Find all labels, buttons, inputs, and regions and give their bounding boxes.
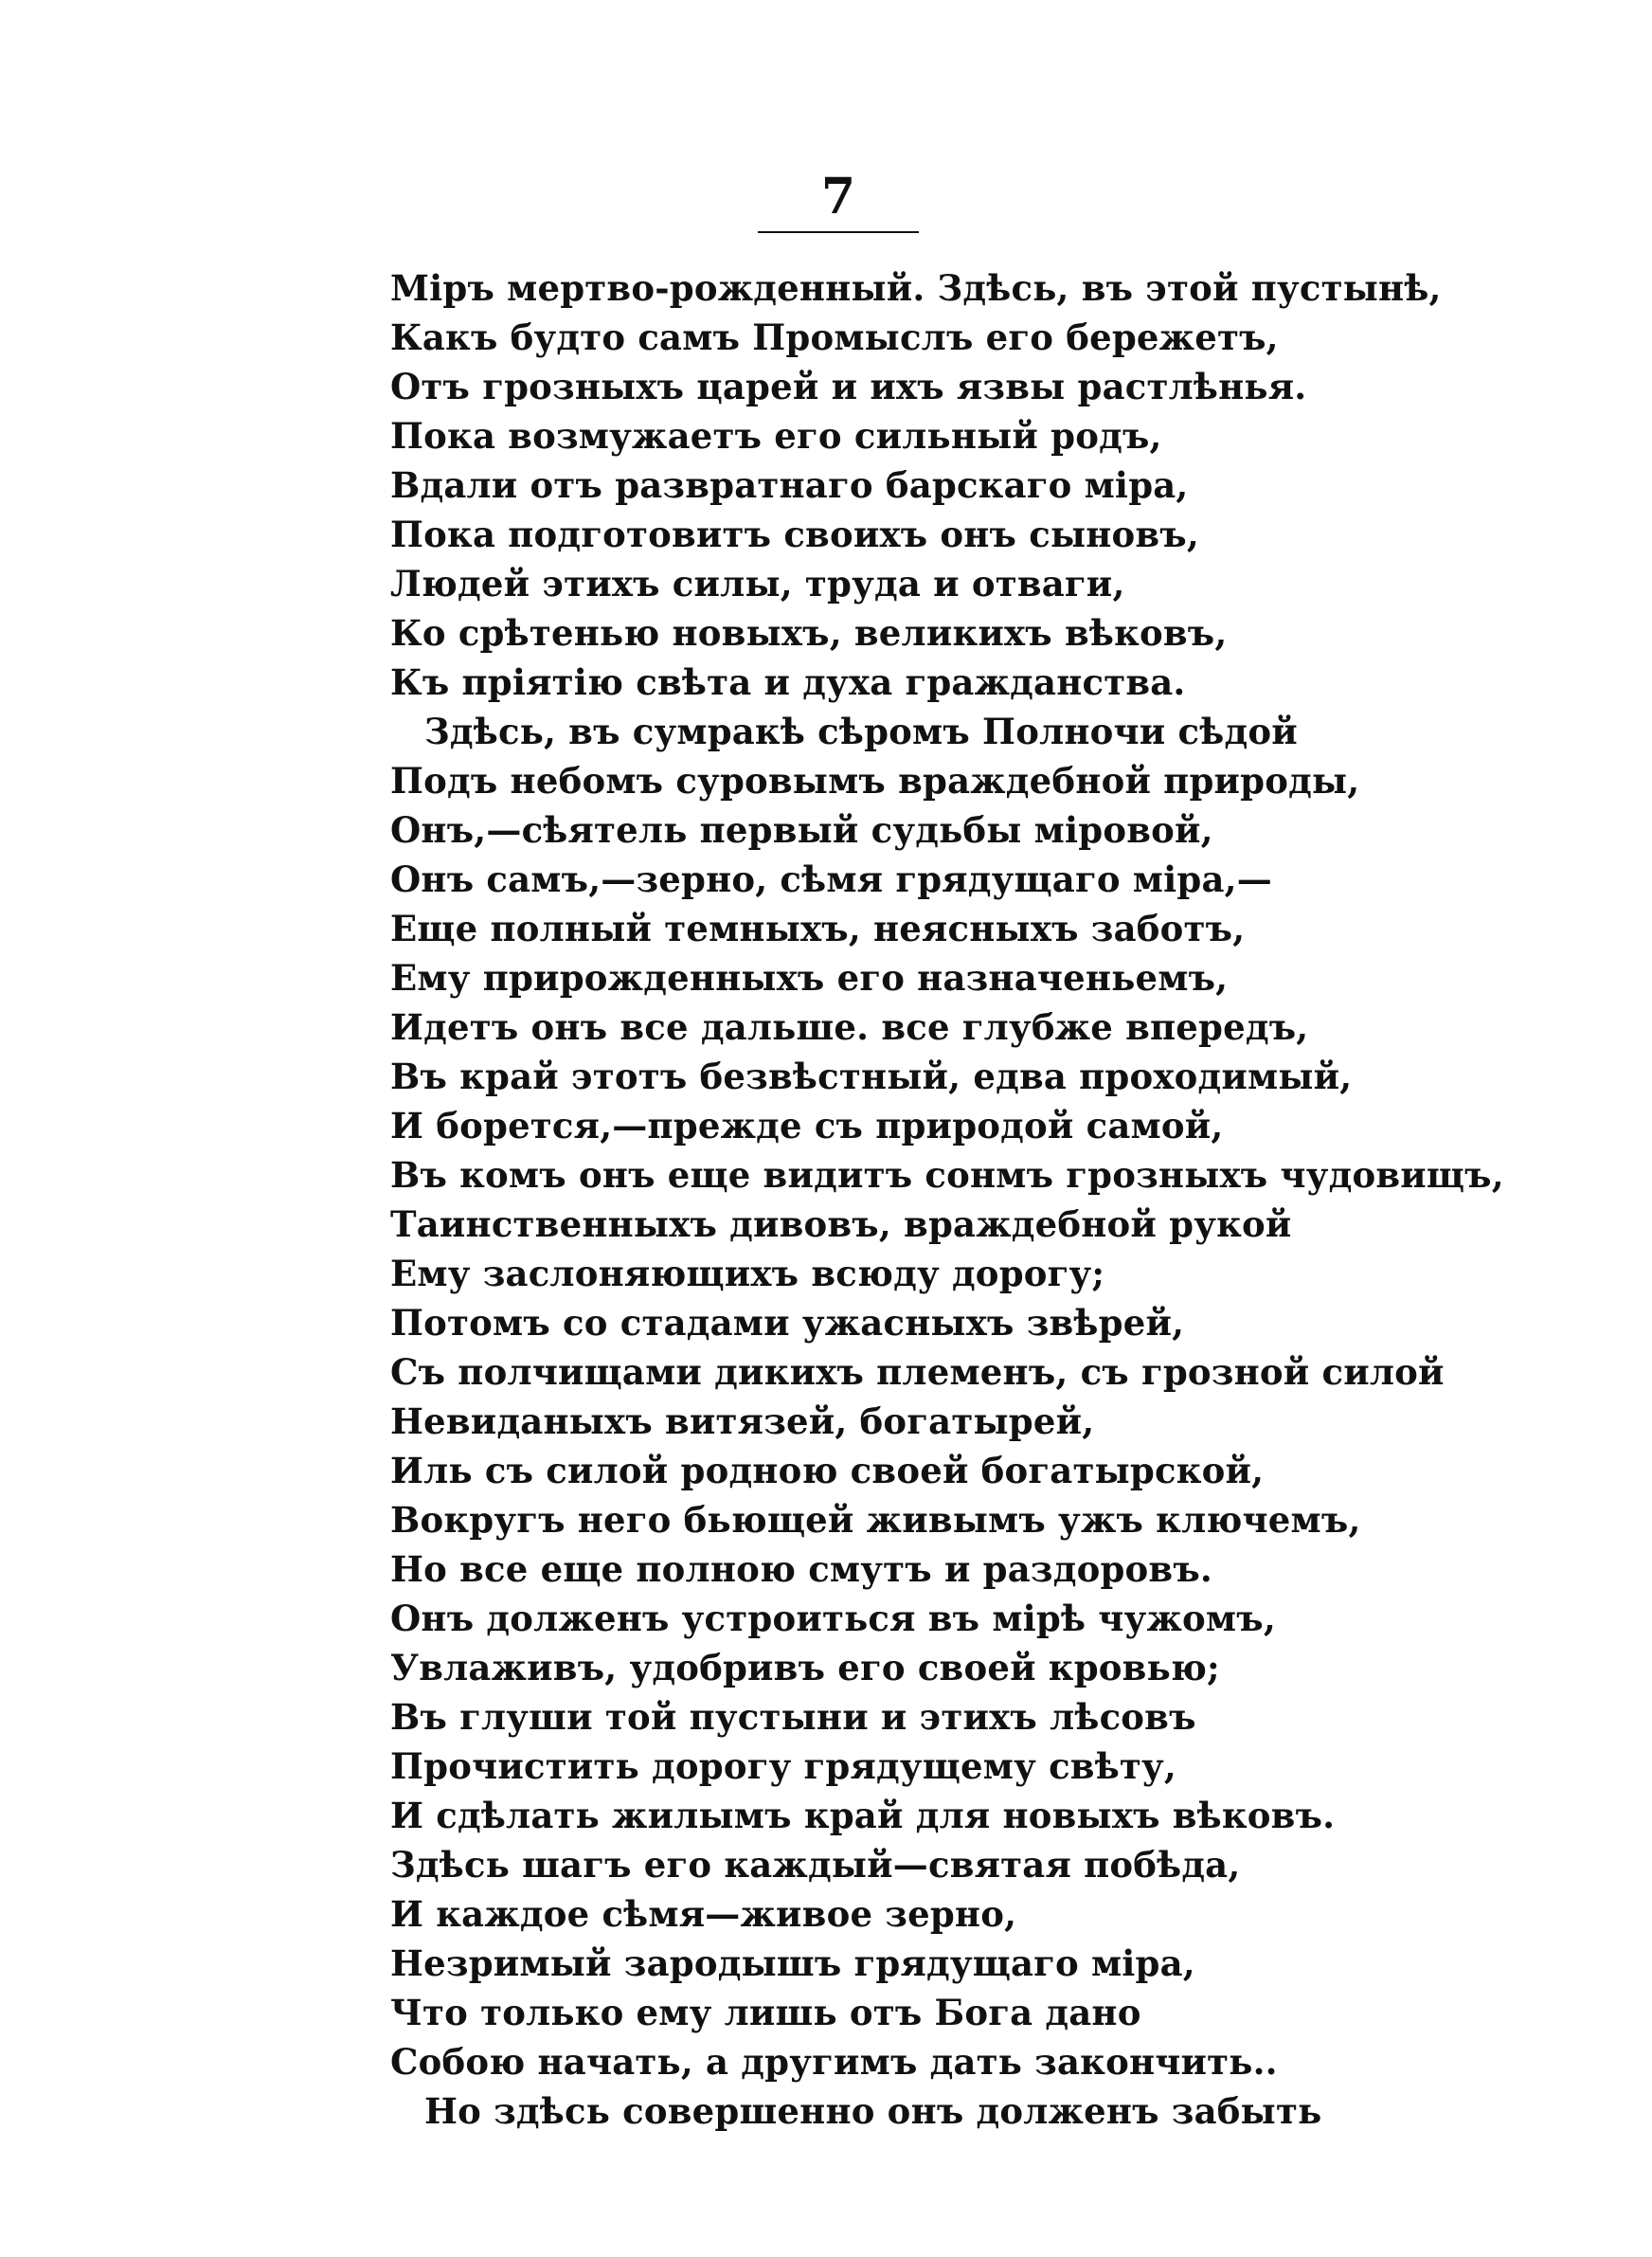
poem-text-block <box>390 263 1504 2136</box>
text-line: Прочистить дорогу грядущему свѣту, <box>390 1745 1177 1787</box>
page-number: 7 <box>820 168 856 226</box>
text-line: Еще полный темныхъ, неясныхъ заботъ, <box>390 908 1246 949</box>
text-line: Идетъ онъ все дальше. все глубже впередъ, <box>390 1006 1309 1048</box>
text-line: Міръ мертво-рожденный. Здѣсь, въ этой пустынѣ, <box>390 267 1442 309</box>
text-line: Подъ небомъ суровымъ враждебной природы, <box>390 760 1360 802</box>
text-line: Собою начать, а другимъ дать закончить.. <box>390 2041 1278 2083</box>
text-line: Къ пріятію свѣта и духа гражданства. <box>390 661 1186 703</box>
text-line: Увлаживъ, удобривъ его своей кровью; <box>390 1647 1220 1688</box>
text-line: Въ край этотъ безвѣстный, едва проходимый, <box>390 1056 1353 1097</box>
text-line: Людей этихъ силы, труда и отваги, <box>390 563 1125 605</box>
text-line: Какъ будто самъ Промыслъ его бережетъ, <box>390 316 1279 358</box>
text-line: И каждое сѣмя—живое зерно, <box>390 1893 1017 1935</box>
text-line: Таинственныхъ дивовъ, враждебной рукой <box>390 1203 1292 1245</box>
text-line: И сдѣлать жилымъ край для новыхъ вѣковъ. <box>390 1795 1336 1836</box>
text-line: Онъ самъ,—зерно, сѣмя грядущаго міра,— <box>390 858 1272 900</box>
text-line: Незримый зародышъ грядущаго міра, <box>390 1942 1195 1984</box>
text-line: Пока возмужаетъ его сильный родъ, <box>390 415 1162 457</box>
text-line: Ему прирожденныхъ его назначеньемъ, <box>390 957 1229 999</box>
text-line: Вдали отъ развратнаго барскаго міра, <box>390 464 1189 506</box>
text-line: Отъ грозныхъ царей и ихъ язвы растлѣнья. <box>390 366 1307 407</box>
text-line: Но все еще полною смутъ и раздоровъ. <box>390 1548 1212 1590</box>
text-line: Что только ему лишь отъ Бога дано <box>390 1992 1141 2033</box>
page-number-rule <box>758 231 919 233</box>
text-line: Ему заслоняющихъ всюду дорогу; <box>390 1253 1105 1294</box>
text-line: Въ глуши той пустыни и этихъ лѣсовъ <box>390 1696 1196 1738</box>
text-line: Здѣсь шагъ его каждый—святая побѣда, <box>390 1844 1241 1886</box>
text-line: Пока подготовитъ своихъ онъ сыновъ, <box>390 514 1199 555</box>
text-line: Въ комъ онъ еще видитъ сонмъ грозныхъ чудовищъ, <box>390 1154 1504 1196</box>
text-line: Онъ долженъ устроиться въ мірѣ чужомъ, <box>390 1598 1276 1639</box>
text-line: Потомъ со стадами ужасныхъ звѣрей, <box>390 1302 1185 1344</box>
text-line: Здѣсь, въ сумракѣ сѣромъ Полночи сѣдой <box>424 711 1298 752</box>
text-line: Ко срѣтенью новыхъ, великихъ вѣковъ, <box>390 612 1228 654</box>
text-line: Иль съ силой родною своей богатырской, <box>390 1450 1265 1491</box>
text-line: Невиданыхъ витязей, богатырей, <box>390 1400 1095 1442</box>
text-line: Вокругъ него бьющей живымъ ужъ ключемъ, <box>390 1499 1361 1541</box>
text-line: Съ полчищами дикихъ племенъ, съ грозной силой <box>390 1351 1445 1393</box>
text-line: И борется,—прежде съ природой самой, <box>390 1105 1224 1147</box>
text-line: Но здѣсь совершенно онъ долженъ забыть <box>424 2090 1322 2132</box>
text-line: Онъ,—сѣятель первый судьбы міровой, <box>390 809 1213 851</box>
